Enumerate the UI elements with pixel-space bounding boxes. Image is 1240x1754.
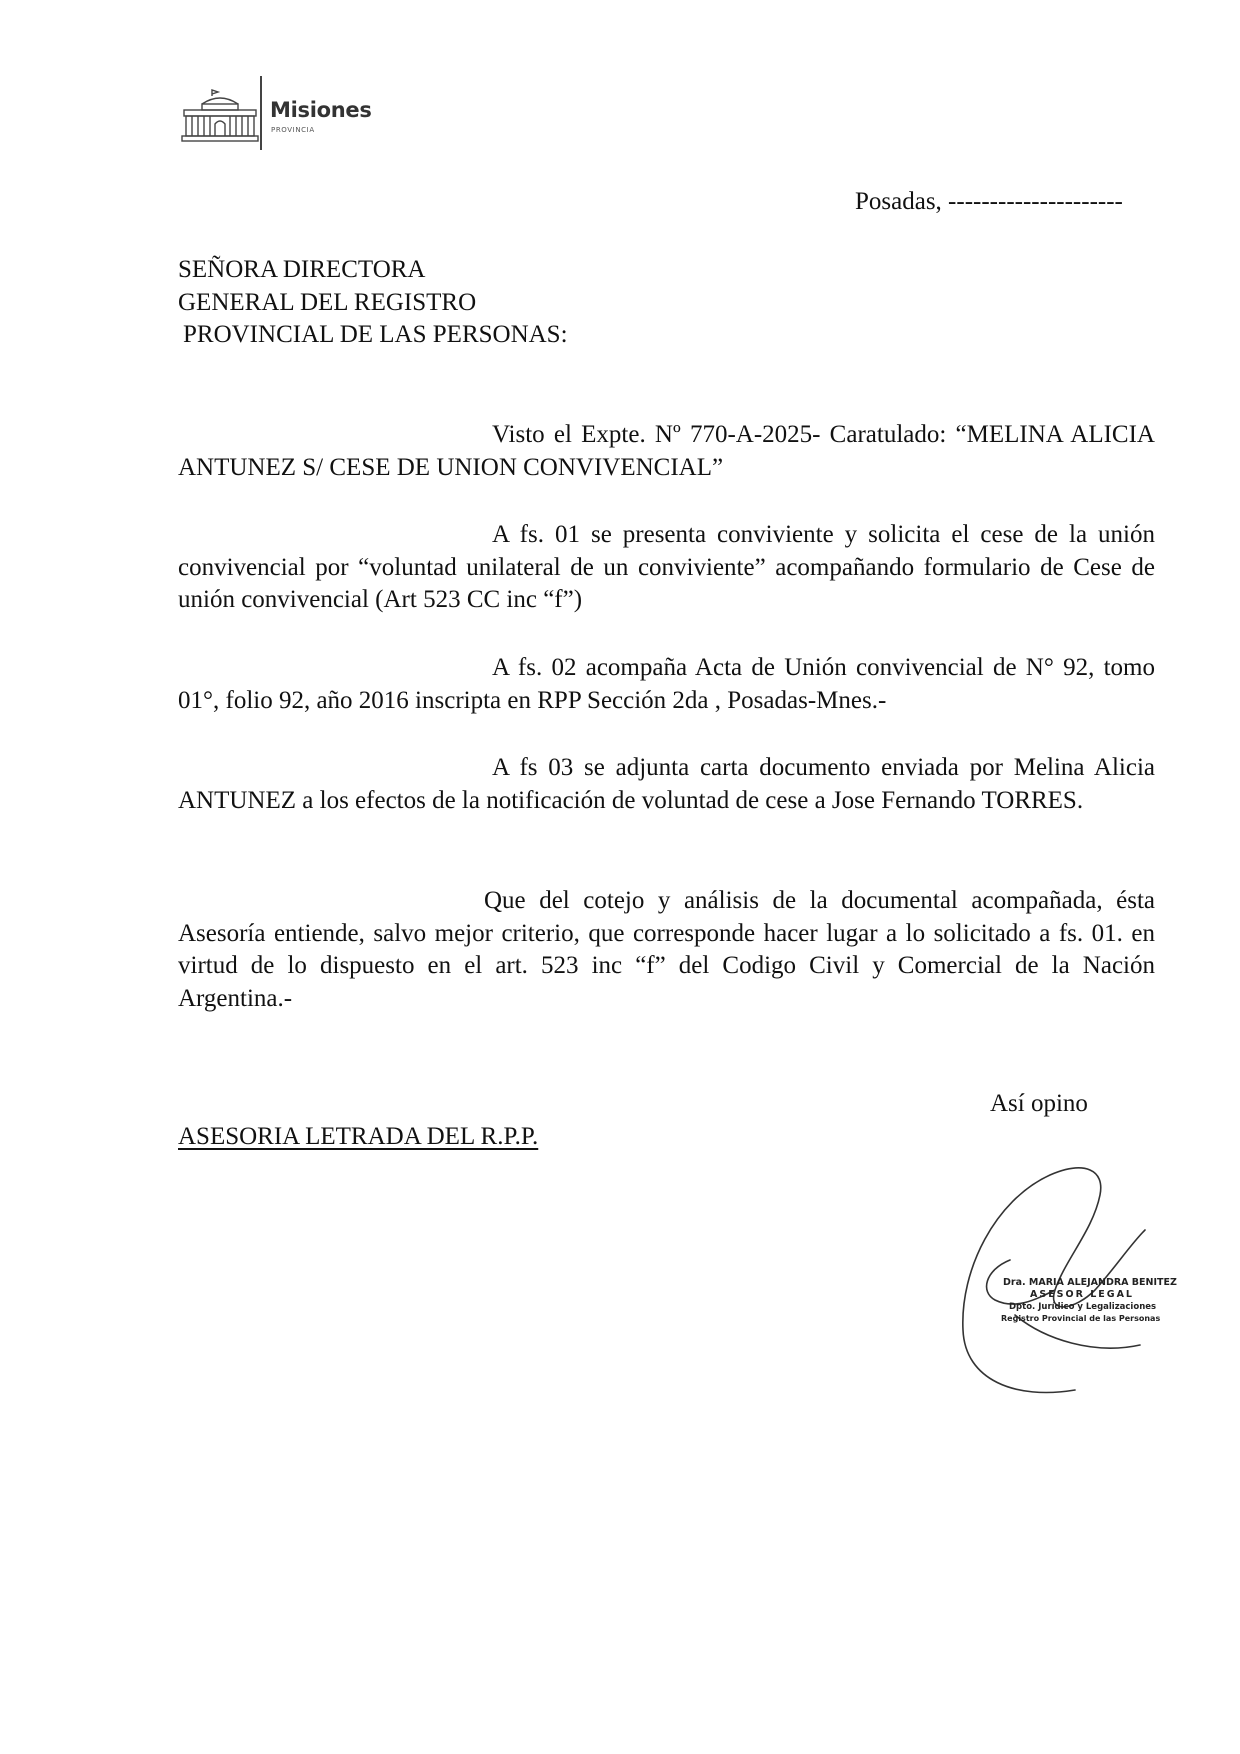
svg-text:Registro Provincial de las Per: Registro Provincial de las Personas (1001, 1314, 1161, 1323)
paragraph-text: A fs 03 se adjunta carta documento enviada por Melina Alicia ANTUNEZ a los efectos de la notificación de voluntad de cese a Jose Fernando TORRES. (178, 754, 1155, 814)
misiones-logo (182, 74, 402, 154)
svg-text:Dpto. Jurídico y Legalizacione: Dpto. Jurídico y Legalizaciones (1009, 1302, 1157, 1312)
government-building-icon (182, 88, 258, 142)
office-name: ASESORIA LETRADA DEL R.P.P. (178, 1123, 539, 1150)
paragraph-conclusion (178, 885, 1155, 1015)
logo-divider (260, 76, 262, 150)
paragraph-fs-01 (178, 519, 1155, 617)
addressee-line-3: PROVINCIAL DE LAS PERSONAS: (183, 321, 568, 348)
logo-name: Misiones (270, 98, 372, 122)
paragraph-text: Visto el Expte. Nº 770-A-2025- Caratulado: “MELINA ALICIA ANTUNEZ S/ CESE DE UNION CONVIVENCIAL” (178, 421, 1155, 481)
closing-statement: Así opino (990, 1090, 1088, 1117)
svg-text:ASESOR LEGAL: ASESOR LEGAL (1030, 1289, 1134, 1300)
addressee-line-1: SEÑORA DIRECTORA (178, 256, 426, 283)
signature-stamp (955, 1150, 1177, 1415)
paragraph-text: A fs. 02 acompaña Acta de Unión convivencial de N° 92, tomo 01°, folio 92, año 2016 inscripta en RPP Sección 2da , Posadas-Mnes.- (178, 654, 1155, 714)
date-line: Posadas, --------------------- (855, 188, 1123, 215)
paragraph-fs-03 (178, 752, 1155, 817)
addressee-block (178, 254, 568, 352)
svg-text:Dra. MARIA ALEJANDRA BENITEZ: Dra. MARIA ALEJANDRA BENITEZ (1003, 1277, 1177, 1288)
addressee-line-2: GENERAL DEL REGISTRO (178, 288, 477, 316)
logo-subtitle: PROVINCIA (271, 126, 315, 134)
paragraph-text: Que del cotejo y análisis de la documental acompañada, ésta Asesoría entiende, salvo mejor criterio, que corresponde hacer lugar a lo solicitado a fs. 01. en virtud de lo dispuesto en el art. 523 inc “f” del Codigo Civil y Comercial de la Nación Argentina.- (178, 887, 1155, 1012)
paragraph-fs-02 (178, 652, 1155, 717)
paragraph-expediente (178, 419, 1155, 484)
paragraph-text: A fs. 01 se presenta conviviente y solicita el cese de la unión convivencial por “voluntad unilateral de un conviviente” acompañando formulario de Cese de unión convivencial (Art 523 CC inc “f”) (178, 521, 1155, 613)
